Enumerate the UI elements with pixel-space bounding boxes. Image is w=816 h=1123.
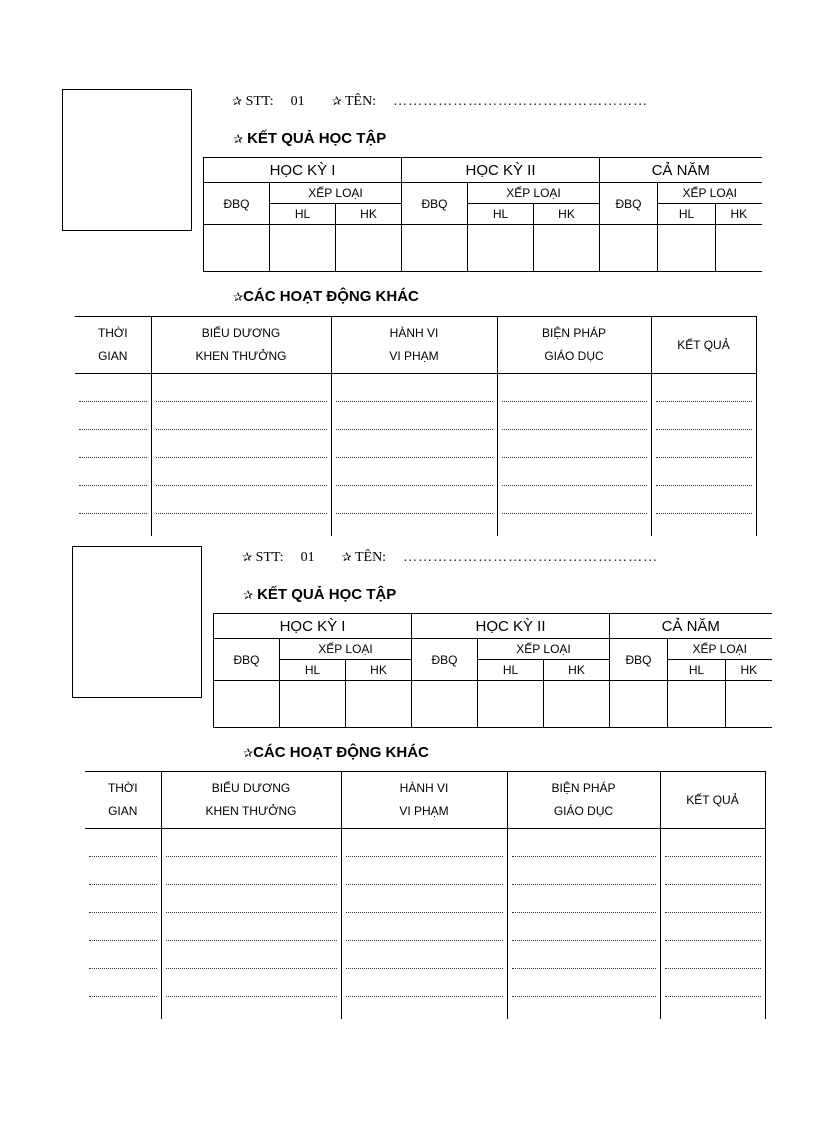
hl-header: HL — [270, 204, 336, 225]
hk-header: HK — [534, 204, 600, 225]
grades-table — [213, 613, 772, 728]
photo-box — [72, 546, 202, 698]
entry-line[interactable] — [89, 941, 157, 969]
ten-label: TÊN: — [344, 94, 377, 109]
entry-line[interactable] — [166, 829, 337, 857]
table-row — [85, 857, 765, 885]
activities-heading: ✰CÁC HOẠT ĐỘNG KHÁC — [243, 744, 429, 761]
entry-line[interactable] — [665, 885, 761, 913]
star-icon: ✰ — [232, 94, 243, 108]
grade-cell[interactable] — [270, 225, 336, 272]
entry-line[interactable] — [512, 941, 656, 969]
col-thoi-gian: THỜI GIAN — [75, 317, 151, 374]
xep-loai-header: XẾP LOẠI — [478, 639, 610, 660]
dbq-header: ĐBQ — [412, 639, 478, 681]
entry-line[interactable] — [89, 829, 157, 857]
entry-line[interactable] — [512, 997, 656, 1019]
entry-line[interactable] — [336, 374, 493, 402]
entry-line[interactable] — [665, 913, 761, 941]
table-row — [85, 997, 765, 1019]
ten-label: TÊN: — [354, 550, 387, 565]
xep-loai-header: XẾP LOẠI — [468, 183, 600, 204]
table-row — [85, 885, 765, 913]
entry-line[interactable] — [512, 829, 656, 857]
hk-header: HK — [346, 660, 412, 681]
grade-cell[interactable] — [346, 681, 412, 728]
entry-line[interactable] — [166, 941, 337, 969]
student-card-1 — [0, 0, 816, 470]
hl-header: HL — [280, 660, 346, 681]
star-icon: ✰ — [233, 290, 244, 304]
semester-1-header: HỌC KỲ I — [204, 158, 402, 183]
grade-cell[interactable] — [668, 681, 726, 728]
entry-line[interactable] — [665, 829, 761, 857]
grade-cell[interactable] — [534, 225, 600, 272]
entry-line[interactable] — [665, 857, 761, 885]
entry-line[interactable] — [156, 402, 327, 430]
hl-header: HL — [468, 204, 534, 225]
table-row — [85, 829, 765, 858]
entry-line[interactable] — [89, 969, 157, 997]
entry-line[interactable] — [502, 430, 647, 458]
entry-line[interactable] — [166, 857, 337, 885]
entry-line[interactable] — [512, 969, 656, 997]
entry-line[interactable] — [336, 402, 493, 430]
hk-header: HK — [716, 204, 762, 225]
table-row — [75, 374, 756, 403]
student-info-line — [232, 94, 648, 110]
star-icon: ✰ — [242, 550, 253, 564]
grade-cell[interactable] — [204, 225, 270, 272]
entry-line[interactable] — [656, 374, 752, 402]
table-row — [85, 941, 765, 969]
entry-line[interactable] — [166, 969, 337, 997]
col-ket-qua: KẾT QUẢ — [651, 317, 756, 374]
entry-line[interactable] — [79, 402, 147, 430]
xep-loai-header: XẾP LOẠI — [270, 183, 402, 204]
xep-loai-header: XẾP LOẠI — [658, 183, 762, 204]
entry-line[interactable] — [346, 885, 503, 913]
student-card-2 — [0, 456, 816, 926]
entry-line[interactable] — [502, 374, 647, 402]
activities-table — [85, 771, 766, 1019]
star-icon: ✰ — [233, 132, 244, 146]
activities-heading: ✰CÁC HOẠT ĐỘNG KHÁC — [233, 288, 419, 305]
table-row — [75, 402, 756, 430]
star-icon: ✰ — [331, 94, 342, 108]
col-hanh-vi: HÀNH VI VI PHẠM — [341, 772, 507, 829]
photo-box — [62, 89, 192, 231]
col-bien-phap: BIỆN PHÁP GIÁO DỤC — [507, 772, 660, 829]
entry-line[interactable] — [665, 997, 761, 1019]
entry-line[interactable] — [512, 857, 656, 885]
table-row — [85, 969, 765, 997]
ten-value: …………………………………………… — [393, 94, 649, 109]
entry-line[interactable] — [512, 913, 656, 941]
star-icon: ✰ — [243, 588, 254, 602]
dbq-header: ĐBQ — [204, 183, 270, 225]
academic-heading: ✰ KẾT QUẢ HỌC TẬP — [233, 130, 387, 147]
grade-cell[interactable] — [544, 681, 610, 728]
table-row — [75, 430, 756, 458]
entry-line[interactable] — [89, 913, 157, 941]
entry-line[interactable] — [336, 430, 493, 458]
table-row — [85, 913, 765, 941]
hl-header: HL — [668, 660, 726, 681]
hk-header: HK — [336, 204, 402, 225]
dbq-header: ĐBQ — [214, 639, 280, 681]
col-bien-phap: BIỆN PHÁP GIÁO DỤC — [497, 317, 651, 374]
entry-line[interactable] — [346, 941, 503, 969]
col-ket-qua: KẾT QUẢ — [660, 772, 765, 829]
entry-line[interactable] — [346, 969, 503, 997]
grade-cell[interactable] — [600, 225, 658, 272]
entry-line[interactable] — [656, 430, 752, 458]
grade-cell[interactable] — [214, 681, 280, 728]
grade-cell[interactable] — [412, 681, 478, 728]
entry-line[interactable] — [89, 857, 157, 885]
student-info-line — [242, 550, 658, 566]
stt-label: STT: — [245, 94, 274, 109]
grade-cell[interactable] — [468, 225, 534, 272]
semester-2-header: HỌC KỲ II — [412, 614, 610, 639]
col-thoi-gian: THỜI GIAN — [85, 772, 161, 829]
entry-line[interactable] — [166, 885, 337, 913]
dbq-header: ĐBQ — [402, 183, 468, 225]
star-icon: ✰ — [243, 746, 254, 760]
entry-line[interactable] — [89, 885, 157, 913]
grade-cell[interactable] — [716, 225, 762, 272]
full-year-header: CẢ NĂM — [600, 158, 762, 183]
full-year-header: CẢ NĂM — [610, 614, 772, 639]
grade-cell[interactable] — [336, 225, 402, 272]
entry-line[interactable] — [166, 997, 337, 1019]
entry-line[interactable] — [346, 913, 503, 941]
grades-table — [203, 157, 762, 272]
hk-header: HK — [726, 660, 772, 681]
entry-line[interactable] — [156, 430, 327, 458]
entry-line[interactable] — [89, 997, 157, 1019]
hl-header: HL — [478, 660, 544, 681]
hl-header: HL — [658, 204, 716, 225]
grade-cell[interactable] — [610, 681, 668, 728]
entry-line[interactable] — [512, 885, 656, 913]
col-hanh-vi: HÀNH VI VI PHẠM — [331, 317, 497, 374]
dbq-header: ĐBQ — [600, 183, 658, 225]
ten-value: …………………………………………… — [403, 550, 659, 565]
grade-cell[interactable] — [658, 225, 716, 272]
entry-line[interactable] — [156, 374, 327, 402]
semester-1-header: HỌC KỲ I — [214, 614, 412, 639]
xep-loai-header: XẾP LOẠI — [280, 639, 412, 660]
entry-line[interactable] — [346, 997, 503, 1019]
stt-label: STT: — [255, 550, 284, 565]
xep-loai-header: XẾP LOẠI — [668, 639, 772, 660]
stt-value: 01 — [290, 94, 305, 109]
entry-line[interactable] — [166, 913, 337, 941]
entry-line[interactable] — [665, 941, 761, 969]
semester-2-header: HỌC KỲ II — [402, 158, 600, 183]
grade-cell[interactable] — [402, 225, 468, 272]
grade-cell[interactable] — [478, 681, 544, 728]
hk-header: HK — [544, 660, 610, 681]
entry-line[interactable] — [502, 402, 647, 430]
entry-line[interactable] — [665, 969, 761, 997]
stt-value: 01 — [300, 550, 315, 565]
col-bieu-duong: BIỂU DƯƠNG KHEN THƯỞNG — [151, 317, 331, 374]
entry-line[interactable] — [79, 374, 147, 402]
entry-line[interactable] — [79, 430, 147, 458]
entry-line[interactable] — [656, 402, 752, 430]
academic-heading: ✰ KẾT QUẢ HỌC TẬP — [243, 586, 397, 603]
entry-line[interactable] — [346, 857, 503, 885]
col-bieu-duong: BIỂU DƯƠNG KHEN THƯỞNG — [161, 772, 341, 829]
dbq-header: ĐBQ — [610, 639, 668, 681]
grade-cell[interactable] — [280, 681, 346, 728]
star-icon: ✰ — [341, 550, 352, 564]
grade-cell[interactable] — [726, 681, 772, 728]
entry-line[interactable] — [346, 829, 503, 857]
